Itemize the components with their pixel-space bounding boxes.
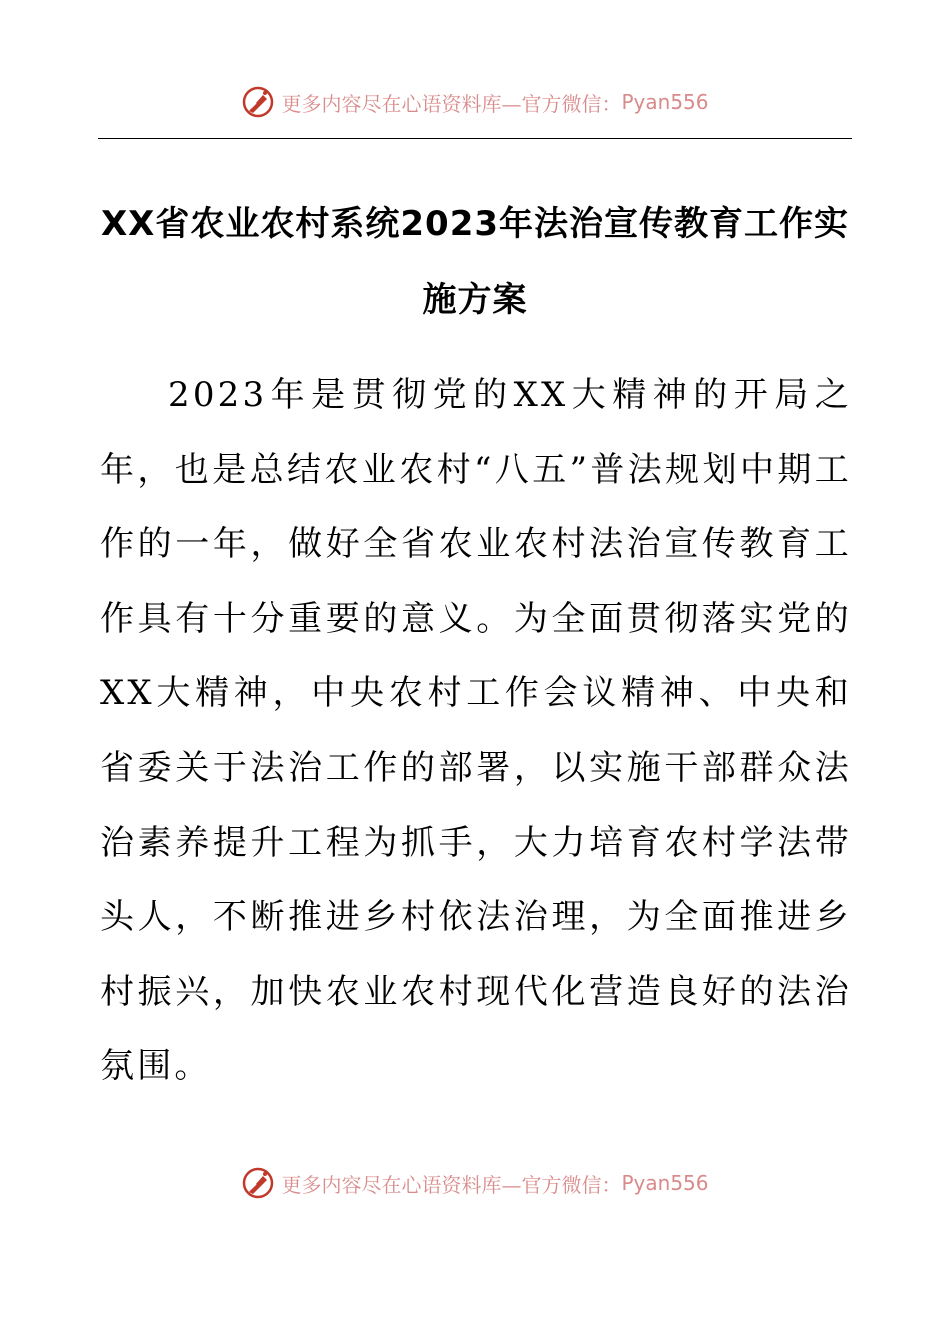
pen-nib-logo-icon bbox=[241, 85, 275, 119]
footer-wechat-id: Pyan556 bbox=[621, 1171, 709, 1195]
header-wechat-id: Pyan556 bbox=[621, 90, 709, 114]
header-banner-text: 更多内容尽在心语资料库—官方微信： bbox=[281, 91, 622, 116]
header-banner bbox=[0, 82, 950, 122]
document-title: XX省农业农村系统2023年法治宣传教育工作实施方案 bbox=[100, 204, 850, 320]
header-divider bbox=[98, 138, 852, 139]
footer-banner bbox=[0, 1163, 950, 1203]
document-paragraph: 2023年是贯彻党的XX大精神的开局之年，也是总结农业农村“八五”普法规划中期工作的一年，做好全省农业农村法治宣传教育工作具有十分重要的意义。为全面贯彻落实党的XX大精神，中央农村工作会议精神、中央和省委关于法治工作的部署，以实施干部群众法治素养提升工程为抓手，大力培育农村学法带头人，不断推进乡村依法治理，为全面推进乡村振兴，加快农业农村现代化营造良好的法治氛围。 bbox=[100, 375, 852, 1087]
footer-banner-text: 更多内容尽在心语资料库—官方微信： bbox=[281, 1172, 622, 1197]
pen-nib-logo-icon bbox=[241, 1166, 275, 1200]
